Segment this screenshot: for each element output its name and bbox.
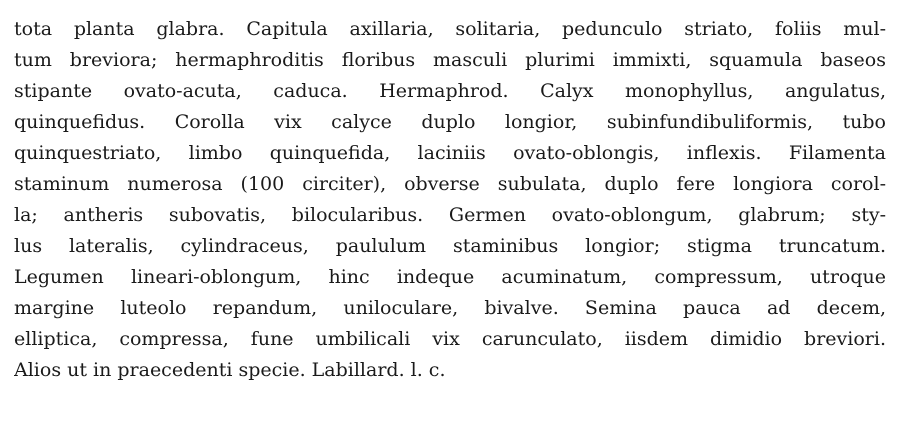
text-line-11: elliptica, compressa, fune umbilicali vix carunculato, iisdem dimidio breviori.	[14, 328, 886, 350]
text-line-12: Alios ut in praecedenti specie. Labillard. l. c.	[14, 359, 446, 381]
text-line-5: quinquestriato, limbo quinquefida, laciniis ovato-oblongis, inflexis. Filamenta	[14, 142, 886, 164]
text-line-7: la; antheris subovatis, bilocularibus. Germen ovato-oblongum, glabrum; sty-	[14, 204, 886, 226]
text-line-6: staminum numerosa (100 circiter), obverse subulata, duplo fere longiora corol-	[14, 173, 886, 195]
text-line-9: Legumen lineari-oblongum, hinc indeque acuminatum, compressum, utroque	[14, 266, 886, 288]
text-line-4: quinquefidus. Corolla vix calyce duplo longior, subinfundibuliformis, tubo	[14, 111, 886, 133]
text-block	[14, 14, 886, 386]
text-line-1: tota planta glabra. Capitula axillaria, solitaria, pedunculo striato, foliis mul-	[14, 18, 886, 40]
text-line-3: stipante ovato-acuta, caduca. Hermaphrod. Calyx monophyllus, angulatus,	[14, 80, 886, 102]
text-line-8: lus lateralis, cylindraceus, paululum staminibus longior; stigma truncatum.	[14, 235, 886, 257]
text-line-10: margine luteolo repandum, uniloculare, bivalve. Semina pauca ad decem,	[14, 297, 886, 319]
text-line-2: tum breviora; hermaphroditis floribus masculi plurimi immixti, squamula baseos	[14, 49, 886, 71]
